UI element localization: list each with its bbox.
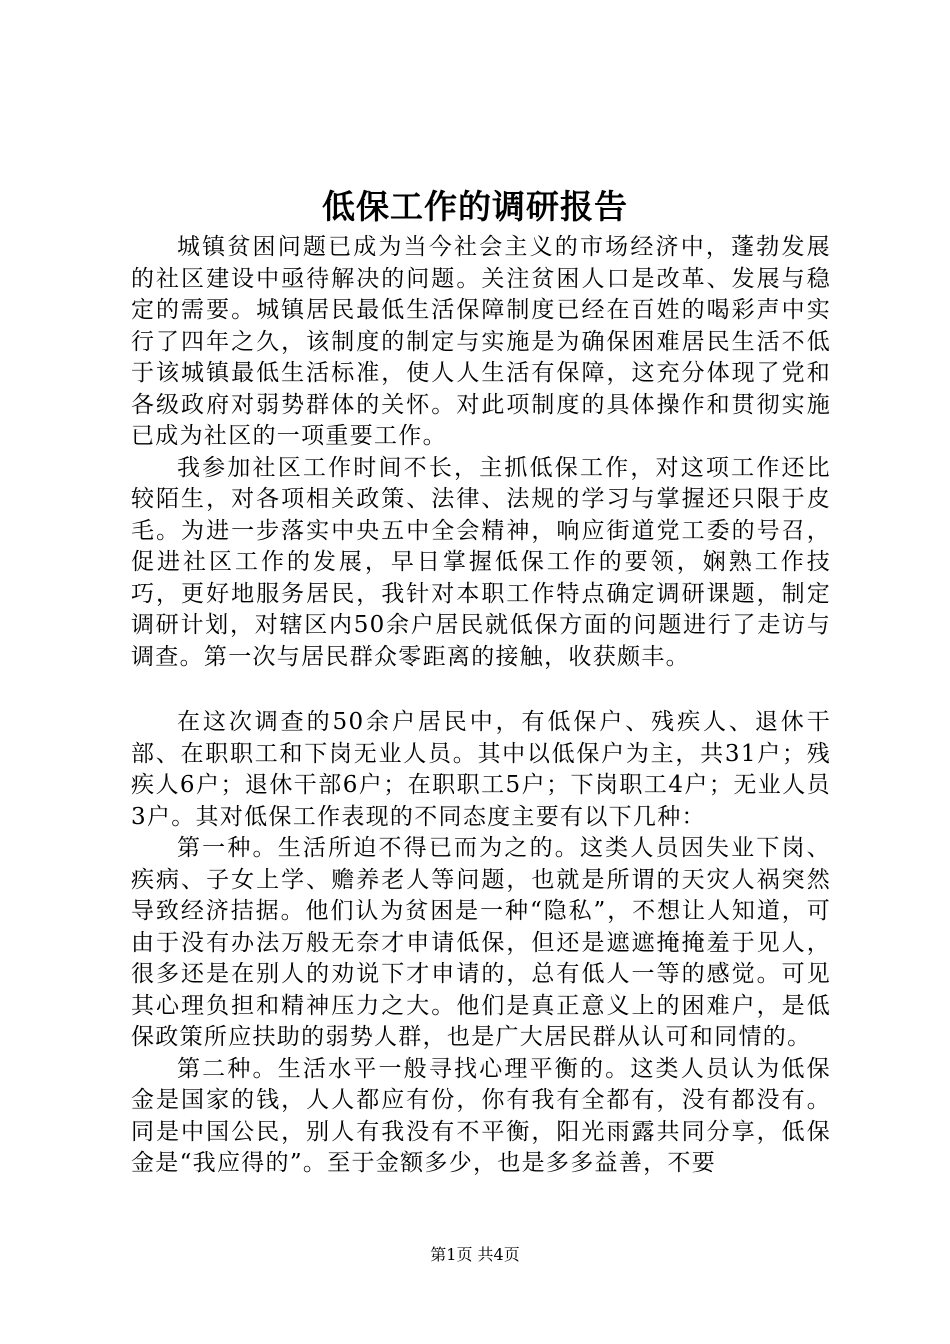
paragraph-background: 我参加社区工作时间不长，主抓低保工作，对这项工作还比较陌生，对各项相关政策、法律、法规的学习与掌握还只限于皮毛。为进一步落实中央五中全会精神，响应街道党工委的号召，促进社区工作的发展，早日掌握低保工作的要领，娴熟工作技巧，更好地服务居民，我针对本职工作特点确定调研课题，制定调研计划，对辖区内50余户居民就低保方面的问题进行了走访与调查。第一次与居民群众零距离的接触，收获颇丰。: [131, 454, 831, 670]
page-number-footer: 第1页 共4页: [430, 1245, 520, 1264]
paragraph-type-two: 第二种。生活水平一般寻找心理平衡的。这类人员认为低保金是国家的钱，人人都应有份，你有我有全都有，没有都没有。同是中国公民，别人有我没有不平衡，阳光雨露共同分享，低保金是“我应得的”。至于金额多少，也是多多益善，不要: [131, 1055, 831, 1176]
document-title: 低保工作的调研报告: [322, 187, 628, 226]
paragraph-survey: 在这次调查的50余户居民中，有低保户、残疾人、退休干部、在职职工和下岗无业人员。其中以低保户为主，共31户；残疾人6户；退休干部6户；在职职工5户；下岗职工4户；无业人员3户。其对低保工作表现的不同态度主要有以下几种：: [131, 709, 831, 830]
paragraph-spacer: [131, 673, 831, 707]
paragraph-type-one: 第一种。生活所迫不得已而为之的。这类人员因失业下岗、疾病、子女上学、赡养老人等问题，也就是所谓的天灾人祸突然导致经济拮据。他们认为贫困是一种“隐私”，不想让人知道，可由于没有办法万般无奈才申请低保，但还是遮遮掩掩羞于见人，很多还是在别人的劝说下才申请的，总有低人一等的感觉。可见其心理负担和精神压力之大。他们是真正意义上的困难户，是低保政策所应扶助的弱势人群，也是广大居民群从认可和同情的。: [131, 835, 831, 1050]
paragraph-intro: 城镇贫困问题已成为当今社会主义的市场经济中，蓬勃发展的社区建设中亟待解决的问题。关注贫困人口是改革、发展与稳定的需要。城镇居民最低生活保障制度已经在百姓的喝彩声中实行了四年之久，该制度的制定与实施是为确保困难居民生活不低于该城镇最低生活标准，使人人生活有保障，这充分体现了党和各级政府对弱势群体的关怀。对此项制度的具体操作和贯彻实施已成为社区的一项重要工作。: [131, 234, 831, 449]
document-body: [131, 232, 831, 1180]
